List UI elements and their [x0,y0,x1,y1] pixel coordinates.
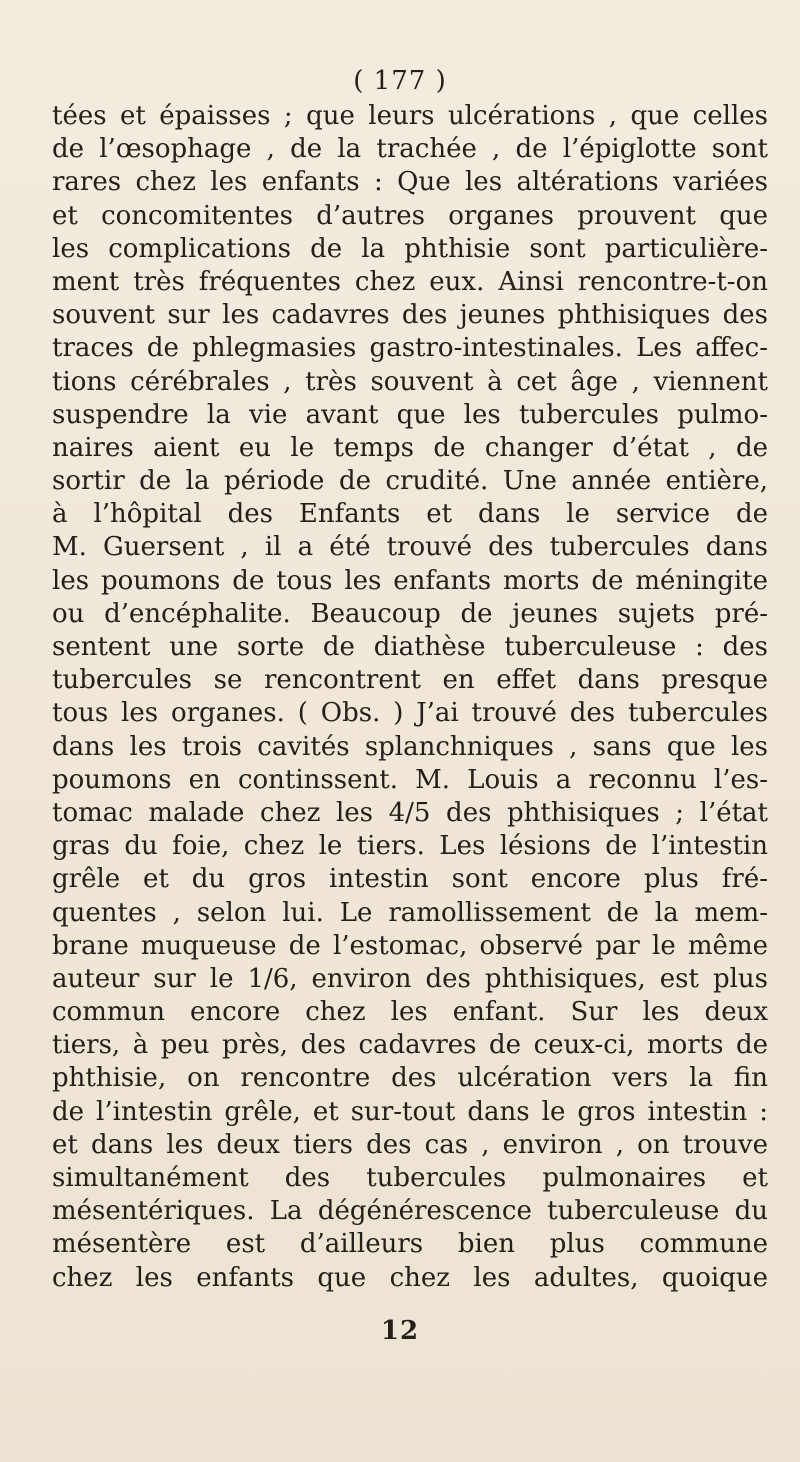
text-line: poumons en continssent. M. Louis a reconnu l’es- [52,764,768,795]
text-line: commun encore chez les enfant. Sur les deux [52,997,768,1028]
text-line: phthisie, on rencontre des ulcération vers la fin [52,1063,768,1094]
text-line: de l’intestin grêle, et sur-tout dans le gros intestin : [52,1096,768,1127]
text-line: dans les trois cavités splanchniques , sans que les [52,731,768,762]
text-line: sortir de la période de crudité. Une année entière, [52,466,768,497]
page-number: ( 177 ) [353,66,447,96]
text-line: les poumons de tous les enfants morts de méningite [52,565,768,596]
text-line: sentent une sorte de diathèse tuberculeuse : des [52,632,768,662]
text-line: souvent sur les cadavres des jeunes phthisiques des [52,300,768,331]
text-line: ment très fréquentes chez eux. Ainsi rencontre-t-on [52,266,768,297]
text-line: M. Guersent , il a été trouvé des tubercules dans [52,532,768,563]
text-line: traces de phlegmasies gastro-intestinales. Les affec- [52,333,768,364]
text-line: brane muqueuse de l’estomac, observé par le même [52,930,768,961]
text-line: mésentère est d’ailleurs bien plus commune [52,1229,768,1260]
text-line: quentes , selon lui. Le ramollissement de la mem- [52,897,768,928]
text-line: chez les enfants que chez les adultes, quoique [52,1262,768,1293]
text-line: de l’œsophage , de la trachée , de l’épiglotte sont [52,134,768,165]
text-line: tomac malade chez les 4/5 des phthisiques ; l’état [52,797,768,828]
text-line: tubercules se rencontrent en effet dans presque [52,665,768,696]
body-text [52,100,768,1295]
text-line: et dans les deux tiers des cas , environ , on trouve [52,1129,768,1160]
text-line: et concomitentes d’autres organes prouvent que [52,200,768,231]
text-line: tous les organes. ( Obs. ) J’ai trouvé des tubercules [52,698,768,729]
text-line: mésentériques. La dégénérescence tuberculeuse du [52,1196,768,1227]
text-line: suspendre la vie avant que les tubercules pulmo- [52,399,768,430]
text-line: ou d’encéphalite. Beaucoup de jeunes sujets pré- [52,598,768,629]
text-line: grêle et du gros intestin sont encore plus fré- [52,864,768,895]
text-line: naires aient eu le temps de changer d’état , de [52,432,768,463]
text-line: tiers, à peu près, des cadavres de ceux-ci, morts de [52,1030,768,1061]
signature-mark: 12 [380,1316,420,1346]
text-line: à l’hôpital des Enfants et dans le service de [52,499,768,530]
text-line: gras du foie, chez le tiers. Les lésions de l’intestin [52,831,768,862]
text-line: auteur sur le 1/6, environ des phthisiques, est plus [52,963,768,994]
text-line: les complications de la phthisie sont particulière- [52,233,768,264]
text-line: rares chez les enfants : Que les altérations variées [52,167,768,198]
text-line: tions cérébrales , très souvent à cet âge , viennent [52,366,768,397]
text-line: tées et épaisses ; que leurs ulcérations , que celles [52,101,768,131]
text-line: simultanément des tubercules pulmonaires et [52,1163,768,1193]
